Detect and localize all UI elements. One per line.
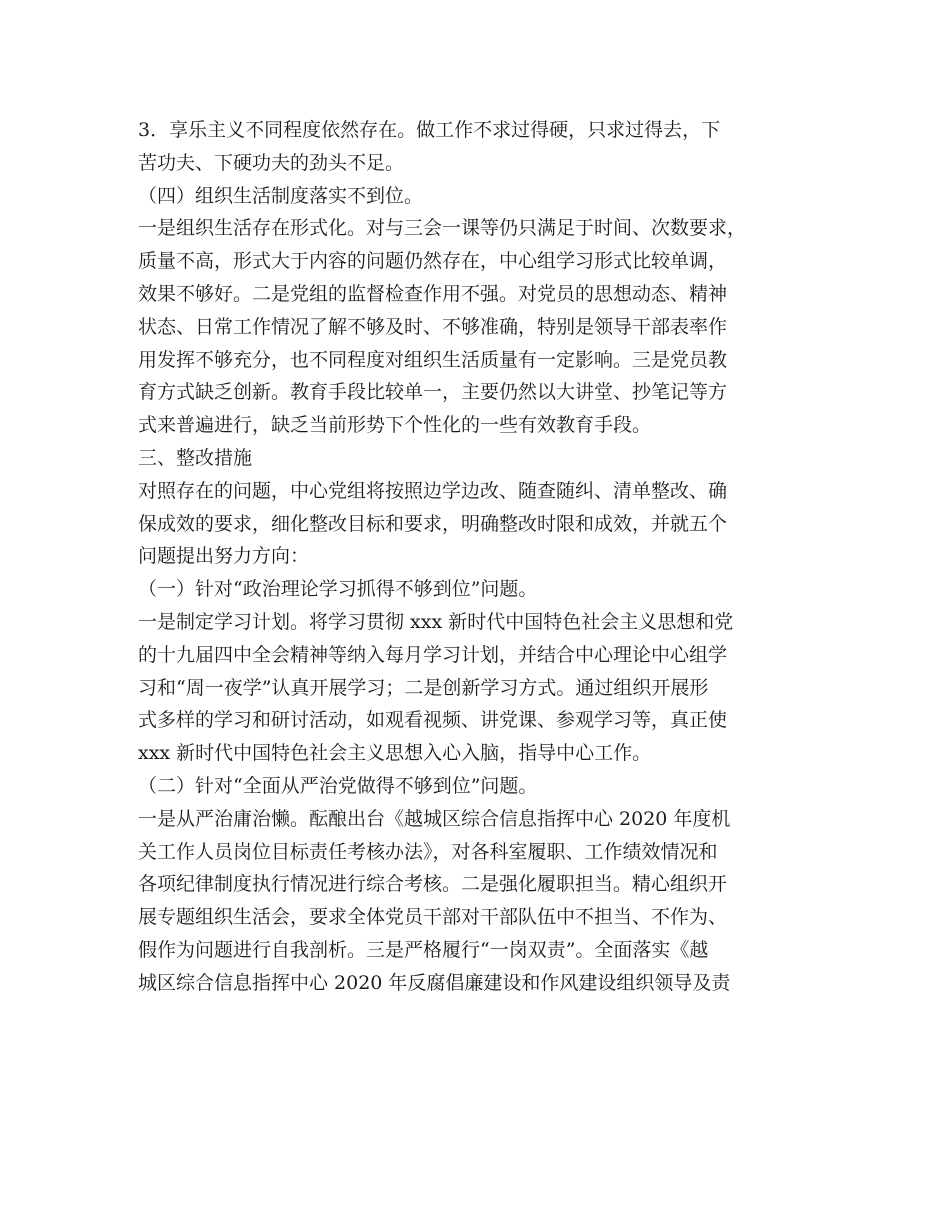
text-line: 对照存在的问题，中心党组将按照边学边改、随查随纠、清单整改、确: [138, 479, 728, 502]
text-line: 问题提出努力方向：: [138, 545, 310, 568]
text-line: 习和“周一夜学”认真开展学习；二是创新学习方式。通过组织开展形: [138, 676, 709, 699]
text-line: 效果不够好。二是党组的监督检查作用不强。对党员的思想动态、精神: [138, 282, 728, 305]
text-line: 一是组织生活存在形式化。对与三会一课等仍只满足于时间、次数要求，: [138, 217, 747, 240]
text-line: 的十九届四中全会精神等纳入每月学习计划，并结合中心理论中心组学: [138, 643, 728, 666]
text-line: 假作为问题进行自我剖析。三是严格履行“一岗双责”。全面落实《越: [138, 938, 709, 961]
text-line: 3．享乐主义不同程度依然存在。做工作不求过得硬，只求过得去，下: [138, 119, 721, 141]
text-line: 各项纪律制度执行情况进行综合考核。二是强化履职担当。精心组织开: [138, 873, 728, 896]
text-line: 展专题组织生活会，要求全体党员干部对干部队伍中不担当、不作为、: [138, 906, 728, 929]
text-line: xxx 新时代中国特色社会主义思想入心入脑，指导中心工作。: [138, 742, 652, 765]
text-line: 关工作人员岗位目标责任考核办法》，对各科室履职、工作绩效情况和: [138, 840, 718, 863]
text-line: 育方式缺乏创新。教育手段比较单一，主要仍然以大讲堂、抄笔记等方: [138, 381, 728, 404]
text-line: 状态、日常工作情况了解不够及时、不够准确，特别是领导干部表率作: [138, 315, 728, 338]
text-line: 一是制定学习计划。将学习贯彻 xxx 新时代中国特色社会主义思想和党: [138, 610, 734, 633]
text-line: 苦功夫、下硬功夫的劲头不足。: [138, 151, 405, 174]
section-heading: （四）组织生活制度落实不到位。: [138, 184, 424, 207]
section-heading: （二）针对“全面从严治党做得不够到位”问题。: [138, 774, 538, 797]
text-line: 质量不高，形式大于内容的问题仍然存在，中心组学习形式比较单调，: [138, 250, 728, 273]
text-line: 式来普遍进行，缺乏当前形势下个性化的一些有效教育手段。: [138, 414, 652, 437]
text-line: 式多样的学习和研讨活动，如观看视频、讲党课、参观学习等，真正使: [138, 709, 728, 732]
text-line: 一是从严治庸治懒。酝酿出台《越城区综合信息指挥中心 2020 年度机: [138, 807, 731, 830]
text-line: 用发挥不够充分，也不同程度对组织生活质量有一定影响。三是党员教: [138, 348, 728, 371]
section-heading: 三、整改措施: [138, 446, 253, 469]
text-line: 城区综合信息指挥中心 2020 年反腐倡廉建设和作风建设组织领导及责: [138, 971, 731, 994]
text-line: 保成效的要求，细化整改目标和要求，明确整改时限和成效，并就五个: [138, 512, 728, 535]
document-body: [138, 114, 838, 1000]
section-heading: （一）针对“政治理论学习抓得不够到位”问题。: [138, 578, 538, 601]
